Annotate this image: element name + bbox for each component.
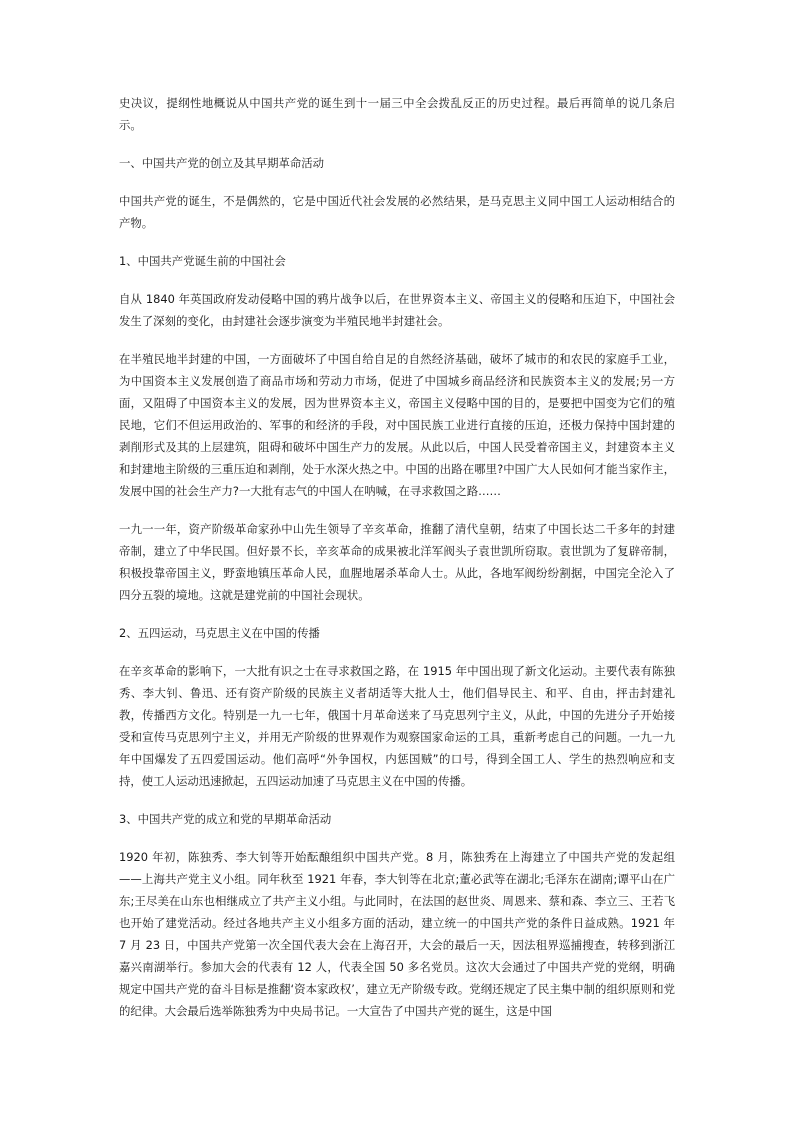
section-1-intro-paragraph: 中国共产党的诞生，不是偶然的，它是中国近代社会发展的必然结果，是马克思主义同中国工人运动相结合的产物。 — [119, 194, 675, 230]
subsection-3-heading: 3、中国共产党的成立和党的早期革命活动 — [119, 812, 332, 826]
subsection-3-paragraph-1: 1920 年初，陈独秀、李大钊等开始酝酿组织中国共产党。8 月，陈独秀在上海建立了中国共产党的发起组——上海共产党主义小组。同年秋至 1921 年春，李大钊等在北京;董必武等在湖北;毛泽东在湖南;谭平山在广东;王尽美在山东也相继成立了共产主义小组。与此同时，在法国的赵世炎、周恩来、蔡和森、李立三、王若飞也开始了建党活动。经过各地共产主义小组多方面的活动，建立统一的中国共产党的条件日益成熟。1921 年 7 月 23 日，中国共产党第一次全国代表大会在上海召开，大会的最后一天，因法租界巡捕搜查，转移到浙江嘉兴南湖举行。参加大会的代表有 12 人，代表全国 50 多名党员。这次大会通过了中国共产党的党纲，明确规定中国共产党的奋斗目标是推翻‘资本家政权’，建立无产阶级专政。党纲还规定了民主集中制的组织原则和党的纪律。大会最后选举陈独秀为中央局书记。一大宣告了中国共产党的诞生，这是中国 — [119, 850, 675, 1018]
subsection-1-paragraph-3: 一九一一年，资产阶级革命家孙中山先生领导了辛亥革命，推翻了清代皇朝，结束了中国长达二千多年的封建帝制，建立了中华民国。但好景不长，辛亥革命的成果被北洋军阀头子袁世凯所窃取。袁世凯为了复辟帝制，积极投靠帝国主义，野蛮地镇压革命人民，血腥地屠杀革命人士。从此，各地军阀纷纷割据，中国完全沦入了四分五裂的境地。这就是建党前的中国社会现状。 — [119, 522, 675, 602]
document-page — [119, 92, 675, 1022]
subsection-1-heading: 1、中国共产党诞生前的中国社会 — [119, 254, 286, 268]
subsection-2-paragraph-1: 在辛亥革命的影响下，一大批有识之士在寻求救国之路，在 1915 年中国出现了新文化运动。主要代表有陈独秀、李大钊、鲁迅、还有资产阶级的民族主义者胡适等大批人士，他们倡导民主、和平、自由，抨击封建礼教，传播西方文化。特别是一九一七年，俄国十月革命送来了马克思列宁主义，从此，中国的先进分子开始接受和宣传马克思列宁主义，并用无产阶级的世界观作为观察国家命运的工具，重新考虑自己的问题。一九一九年中国爆发了五四爱国运动。他们高呼“外争国权，内惩国贼”的口号，得到全国工人、学生的热烈响应和支持，使工人运动迅速掀起，五四运动加速了马克思主义在中国的传播。 — [119, 664, 675, 788]
subsection-2-heading: 2、五四运动，马克思主义在中国的传播 — [119, 626, 320, 640]
subsection-1-paragraph-1: 自从 1840 年英国政府发动侵略中国的鸦片战争以后，在世界资本主义、帝国主义的侵略和压迫下，中国社会发生了深刻的变化，由封建社会逐步演变为半殖民地半封建社会。 — [119, 292, 675, 328]
subsection-1-paragraph-2: 在半殖民地半封建的中国，一方面破坏了中国自给自足的自然经济基础，破坏了城市的和农民的家庭手工业，为中国资本主义发展创造了商品市场和劳动力市场，促进了中国城乡商品经济和民族资本主义的发展;另一方面，又阻碍了中国资本主义的发展，因为世界资本主义，帝国主义侵略中国的目的，是要把中国变为它们的殖民地，它们不但运用政治的、军事的和经济的手段，对中国民族工业进行直接的压迫，还极力保持中国封建的剥削形式及其的上层建筑，阻碍和破坏中国生产力的发展。从此以后，中国人民受着帝国主义，封建资本主义和封建地主阶级的三重压迫和剥削，处于水深火热之中。中国的出路在哪里?中国广大人民如何才能当家作主，发展中国的社会生产力?一大批有志气的中国人在呐喊，在寻求救国之路…… — [119, 352, 675, 498]
section-1-heading: 一、中国共产党的创立及其早期革命活动 — [119, 156, 325, 170]
intro-paragraph: 史决议，提纲性地概说从中国共产党的诞生到十一届三中全会拨乱反正的历史过程。最后再简单的说几条启示。 — [119, 96, 675, 132]
